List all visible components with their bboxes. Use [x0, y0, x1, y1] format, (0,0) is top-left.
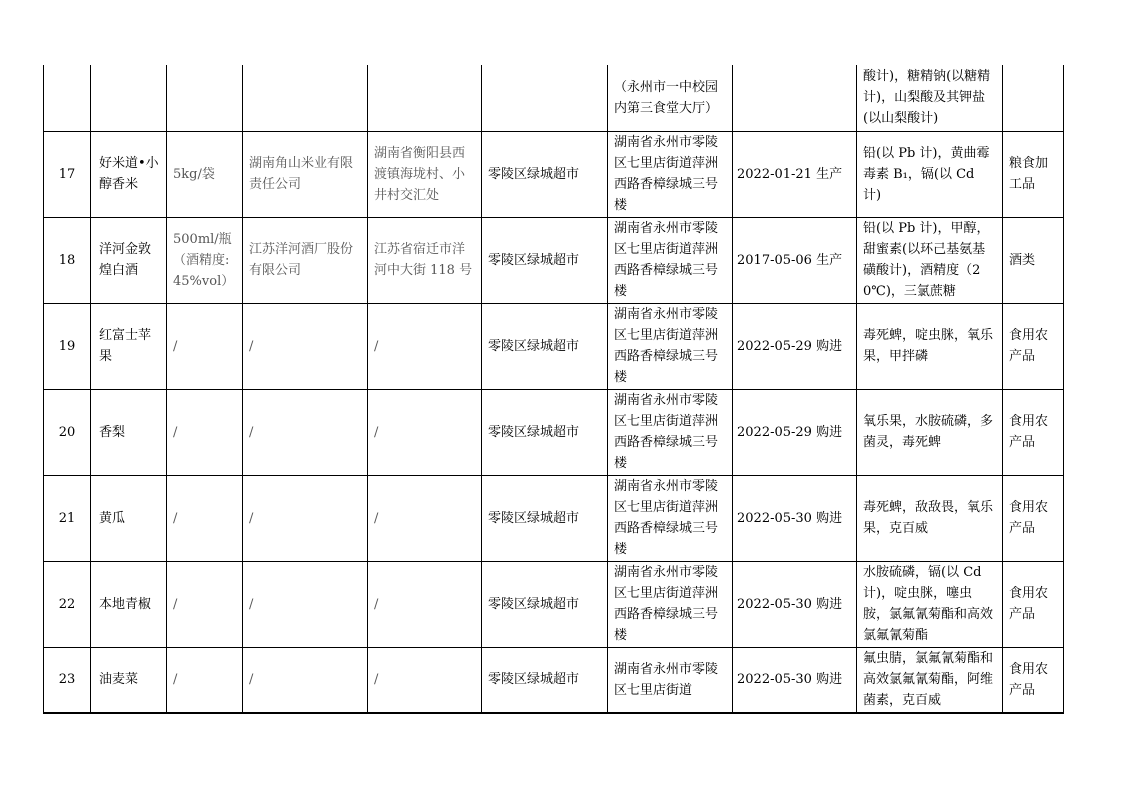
seller-name: 零陵区绿城超市	[482, 303, 608, 389]
row-number: 23	[44, 647, 91, 713]
product-name: 黄瓜	[91, 475, 167, 561]
row-number: 17	[44, 131, 91, 217]
seller-address: 湖南省永州市零陵区七里店街道萍洲西路香樟绿城三号楼	[608, 131, 733, 217]
producer-name: 湖南角山米业有限责任公司	[243, 131, 368, 217]
producer-name: 江苏洋河酒厂股份有限公司	[243, 217, 368, 303]
producer-name: /	[243, 303, 368, 389]
date-cell: 2022-01-21 生产	[733, 131, 857, 217]
seller-name: 零陵区绿城超市	[482, 475, 608, 561]
date-cell	[733, 65, 857, 131]
seller-address: （永州市一中校园内第三食堂大厅）	[608, 65, 733, 131]
seller-name: 零陵区绿城超市	[482, 561, 608, 647]
specification	[167, 65, 243, 131]
specification: /	[167, 389, 243, 475]
producer-address: /	[368, 647, 482, 713]
producer-name: /	[243, 647, 368, 713]
producer-address: 江苏省宿迁市洋河中大街 118 号	[368, 217, 482, 303]
producer-address: /	[368, 303, 482, 389]
table-row	[44, 475, 1064, 561]
specification: 500ml/瓶（酒精度:45%vol）	[167, 217, 243, 303]
row-number: 19	[44, 303, 91, 389]
row-number	[44, 65, 91, 131]
product-name	[91, 65, 167, 131]
test-items: 毒死蜱，啶虫脒，氧乐果，甲拌磷	[857, 303, 1003, 389]
specification: /	[167, 475, 243, 561]
category-cell: 食用农产品	[1003, 647, 1064, 713]
seller-address: 湖南省永州市零陵区七里店街道	[608, 647, 733, 713]
producer-address: /	[368, 389, 482, 475]
date-cell: 2022-05-29 购进	[733, 303, 857, 389]
table-row	[44, 303, 1064, 389]
date-cell: 2022-05-30 购进	[733, 561, 857, 647]
specification: /	[167, 647, 243, 713]
table-row	[44, 561, 1064, 647]
test-items: 水胺硫磷，镉(以 Cd 计)，啶虫脒，噻虫胺，氯氟氰菊酯和高效氯氟氰菊酯	[857, 561, 1003, 647]
producer-name: /	[243, 475, 368, 561]
product-name: 好米道•小醇香米	[91, 131, 167, 217]
seller-address: 湖南省永州市零陵区七里店街道萍洲西路香樟绿城三号楼	[608, 217, 733, 303]
producer-address	[368, 65, 482, 131]
producer-name: /	[243, 389, 368, 475]
test-items: 毒死蜱，敌敌畏，氧乐果，克百威	[857, 475, 1003, 561]
producer-address: /	[368, 561, 482, 647]
seller-name	[482, 65, 608, 131]
date-cell: 2022-05-30 购进	[733, 647, 857, 713]
date-cell: 2022-05-30 购进	[733, 475, 857, 561]
category-cell: 食用农产品	[1003, 475, 1064, 561]
product-name: 油麦菜	[91, 647, 167, 713]
producer-name	[243, 65, 368, 131]
date-cell: 2022-05-29 购进	[733, 389, 857, 475]
date-cell: 2017-05-06 生产	[733, 217, 857, 303]
seller-name: 零陵区绿城超市	[482, 647, 608, 713]
category-cell: 粮食加工品	[1003, 131, 1064, 217]
producer-address: 湖南省衡阳县西渡镇海垅村、小井村交汇处	[368, 131, 482, 217]
seller-address: 湖南省永州市零陵区七里店街道萍洲西路香樟绿城三号楼	[608, 303, 733, 389]
category-cell: 酒类	[1003, 217, 1064, 303]
seller-name: 零陵区绿城超市	[482, 217, 608, 303]
test-items: 氧乐果，水胺硫磷，多菌灵，毒死蜱	[857, 389, 1003, 475]
table-body	[44, 65, 1064, 713]
test-items: 铅(以 Pb 计)，甲醇，甜蜜素(以环己基氨基磺酸计)，酒精度（20℃)，三氯蔗糖	[857, 217, 1003, 303]
row-number: 21	[44, 475, 91, 561]
category-cell	[1003, 65, 1064, 131]
specification: /	[167, 303, 243, 389]
sampling-table	[43, 65, 1064, 714]
seller-address: 湖南省永州市零陵区七里店街道萍洲西路香樟绿城三号楼	[608, 561, 733, 647]
table-row	[44, 65, 1064, 131]
test-items: 铅(以 Pb 计)，黄曲霉毒素 B₁，镉(以 Cd 计)	[857, 131, 1003, 217]
product-name: 香梨	[91, 389, 167, 475]
table-row	[44, 647, 1064, 713]
row-number: 18	[44, 217, 91, 303]
producer-address: /	[368, 475, 482, 561]
specification: 5kg/袋	[167, 131, 243, 217]
product-name: 洋河金敦煌白酒	[91, 217, 167, 303]
product-name: 红富士苹果	[91, 303, 167, 389]
test-items: 氟虫腈，氯氟氰菊酯和高效氯氟氰菊酯，阿维菌素，克百威	[857, 647, 1003, 713]
category-cell: 食用农产品	[1003, 561, 1064, 647]
category-cell: 食用农产品	[1003, 389, 1064, 475]
specification: /	[167, 561, 243, 647]
product-name: 本地青椒	[91, 561, 167, 647]
row-number: 22	[44, 561, 91, 647]
seller-name: 零陵区绿城超市	[482, 131, 608, 217]
row-number: 20	[44, 389, 91, 475]
table-row	[44, 131, 1064, 217]
table-row	[44, 389, 1064, 475]
table-row	[44, 217, 1064, 303]
seller-address: 湖南省永州市零陵区七里店街道萍洲西路香樟绿城三号楼	[608, 475, 733, 561]
category-cell: 食用农产品	[1003, 303, 1064, 389]
producer-name: /	[243, 561, 368, 647]
test-items: 酸计)，糖精钠(以糖精计)，山梨酸及其钾盐(以山梨酸计)	[857, 65, 1003, 131]
seller-name: 零陵区绿城超市	[482, 389, 608, 475]
seller-address: 湖南省永州市零陵区七里店街道萍洲西路香樟绿城三号楼	[608, 389, 733, 475]
